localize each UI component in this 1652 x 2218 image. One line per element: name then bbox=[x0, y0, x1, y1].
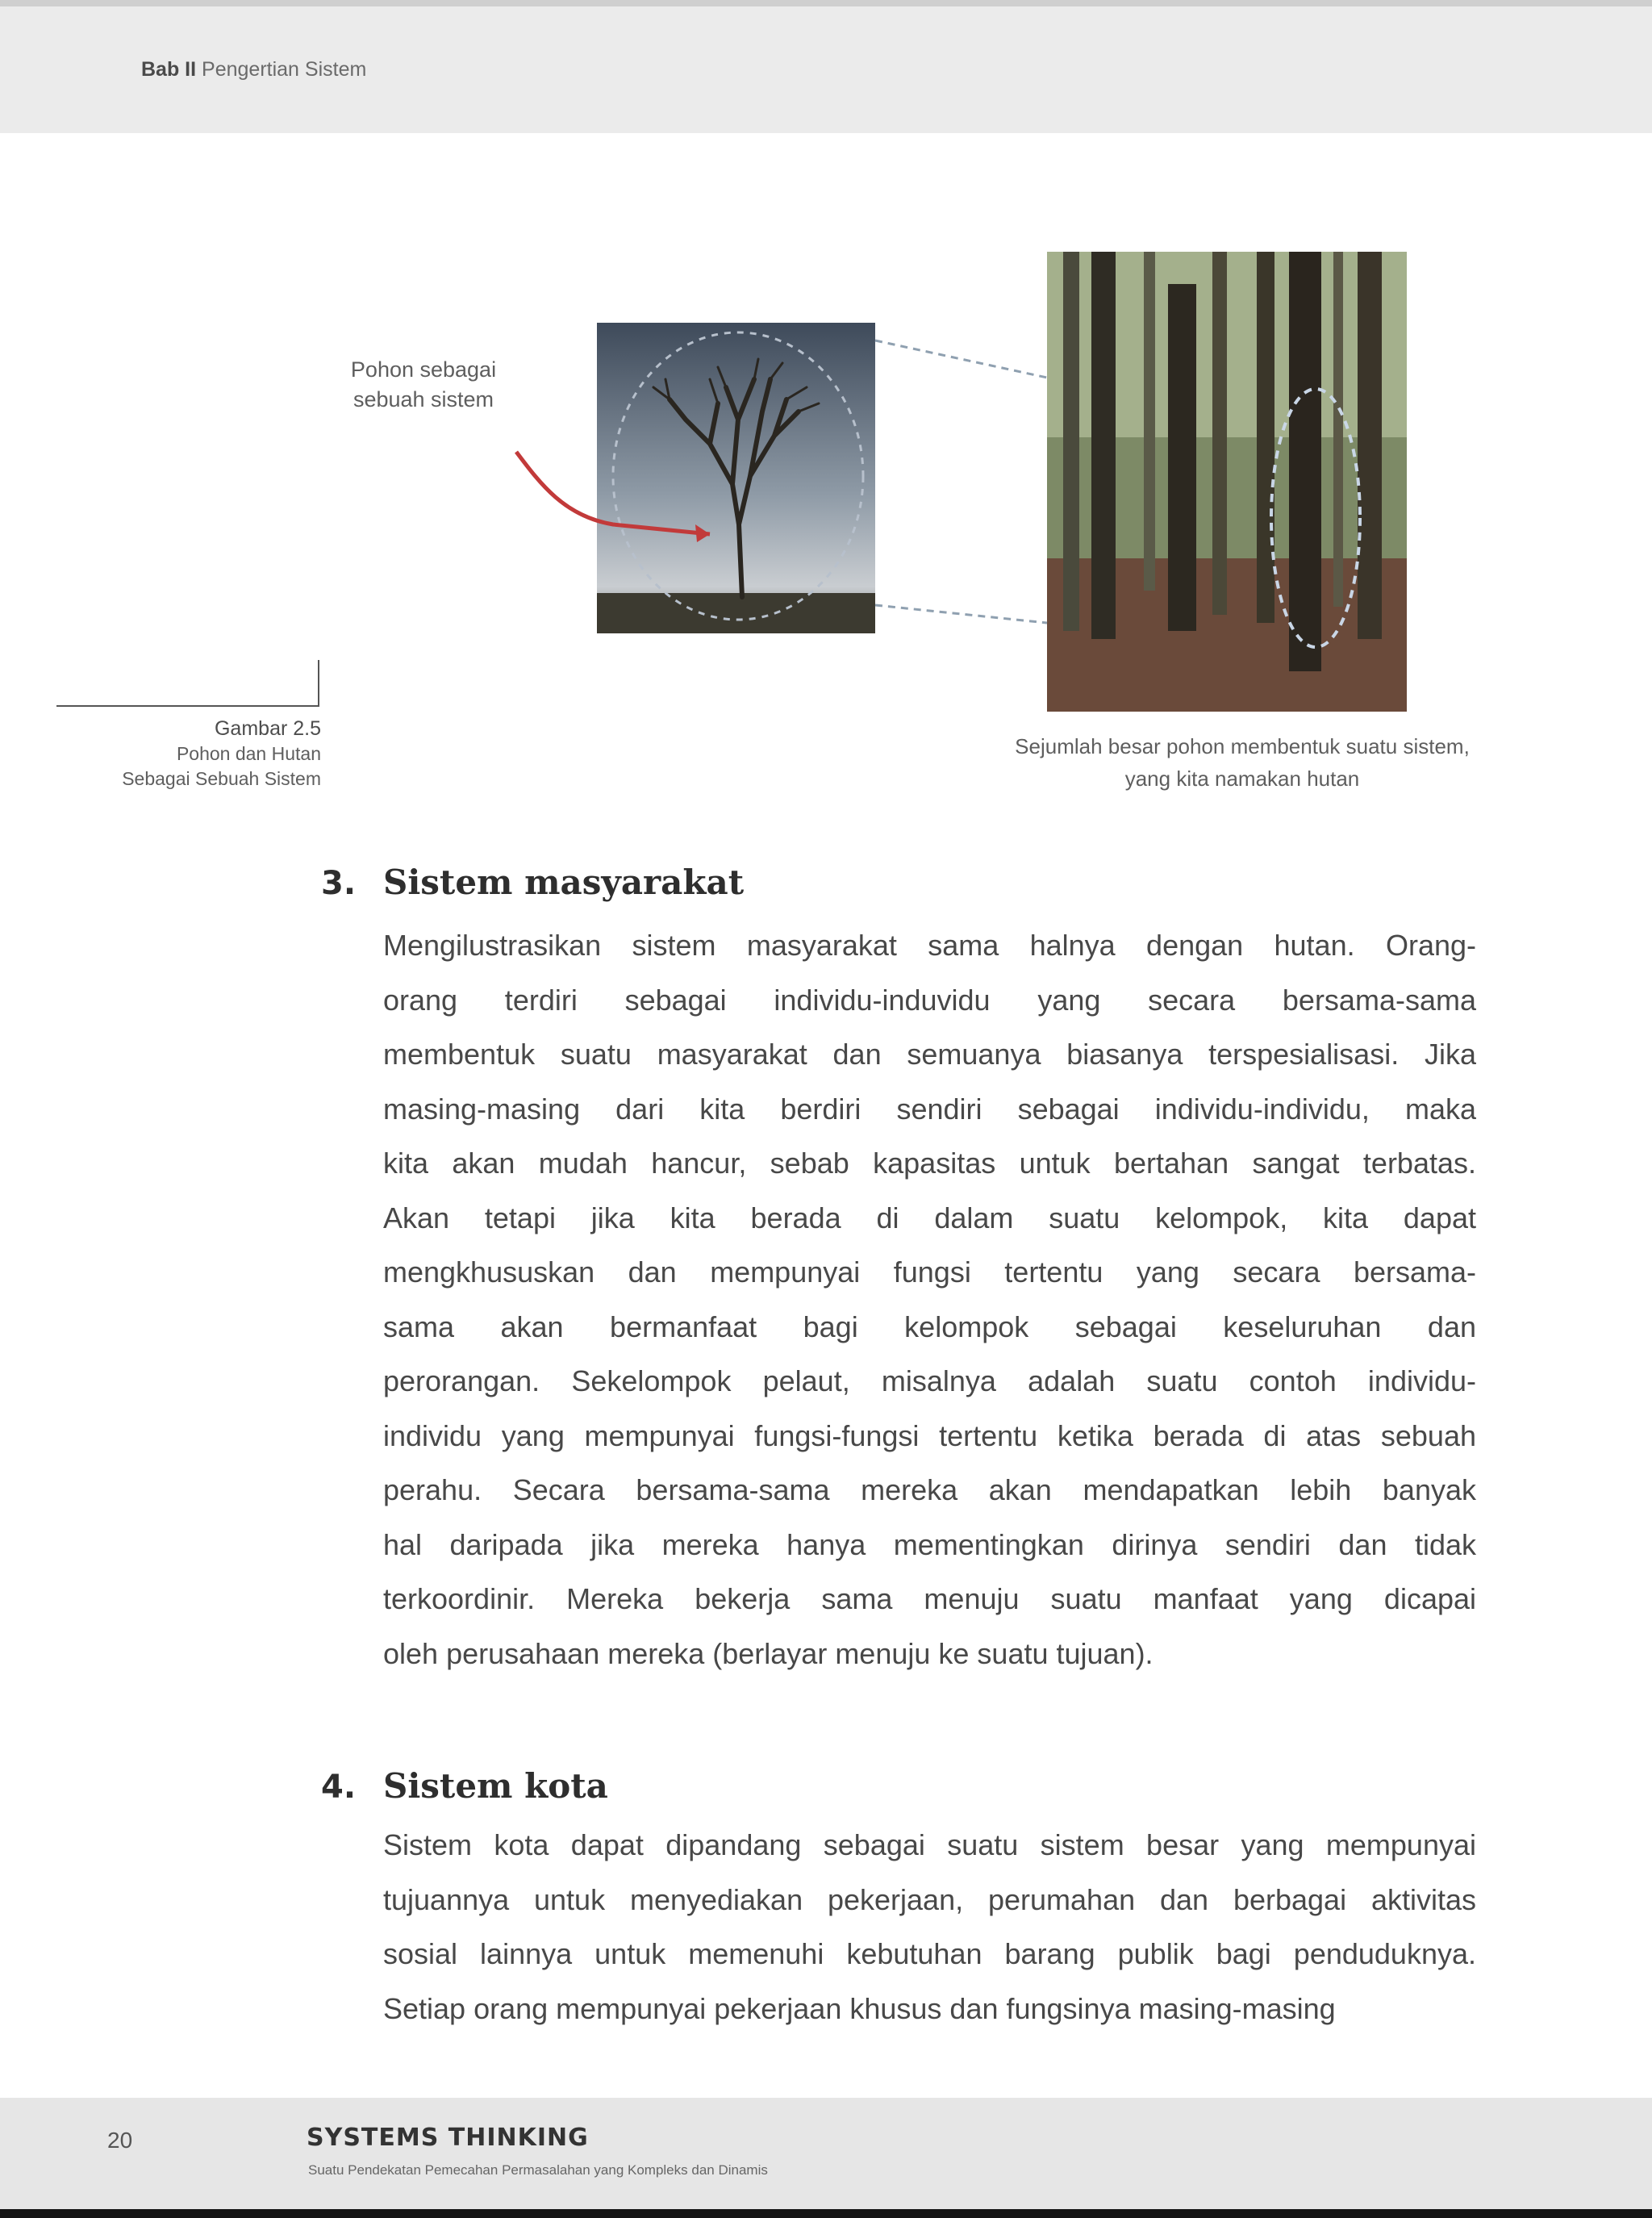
dashed-link-bottom bbox=[875, 605, 1047, 623]
paragraph-line: orang terdiri sebagai individu-induvidu yang secara bersama-sama bbox=[383, 983, 1476, 1017]
paragraph-line: sama akan bermanfaat bagi kelompok sebagai keseluruhan dan bbox=[383, 1309, 1476, 1343]
paragraph-line: terkoordinir. Mereka bekerja sama menuju suatu manfaat yang dicapai bbox=[383, 1582, 1476, 1615]
dashed-link-top bbox=[875, 340, 1047, 378]
paragraph-line: sosial lainnya untuk memenuhi kebutuhan barang publik bagi penduduknya. bbox=[383, 1937, 1476, 1970]
scan-edge-bottom bbox=[0, 2209, 1652, 2218]
paragraph-line: masing-masing dari kita berdiri sendiri sebagai individu-individu, maka bbox=[383, 1092, 1476, 1126]
caption-rule-horizontal bbox=[56, 705, 319, 707]
forest-caption-line2: yang kita namakan hutan bbox=[1124, 766, 1360, 791]
paragraph-line: membentuk suatu masyarakat dan semuanya biasanya terspesialisasi. Jika bbox=[383, 1038, 1476, 1071]
section-3-number: 3. bbox=[321, 865, 357, 902]
paragraph-line: mengkhususkan dan mempunyai fungsi tertentu yang secara bersama- bbox=[383, 1255, 1476, 1289]
paragraph-line: individu yang mempunyai fungsi-fungsi tertentu ketika berada di atas sebuah bbox=[383, 1418, 1476, 1452]
forest-photo bbox=[1047, 252, 1407, 712]
tree-label: Pohon sebagai sebuah sistem bbox=[350, 357, 497, 411]
section-4-paragraph bbox=[383, 1818, 1476, 2036]
paragraph-line: perahu. Secara bersama-sama mereka akan mendapatkan lebih banyak bbox=[383, 1473, 1476, 1506]
figure-caption bbox=[48, 716, 321, 792]
chapter-title: Pengertian Sistem bbox=[202, 58, 367, 81]
section-4-title: Sistem kota bbox=[383, 1766, 608, 1806]
figure-caption-line1: Pohon dan Hutan bbox=[176, 743, 321, 764]
forest-caption bbox=[936, 730, 1549, 795]
paragraph-line: hal daripada jika mereka hanya mementingkan dirinya sendiri dan tidak bbox=[383, 1527, 1476, 1561]
paragraph-line: Akan tetapi jika kita berada di dalam suatu kelompok, kita dapat bbox=[383, 1201, 1476, 1234]
paragraph-line: tujuannya untuk menyediakan pekerjaan, perumahan dan berbagai aktivitas bbox=[383, 1882, 1476, 1916]
scan-edge-top bbox=[0, 0, 1652, 6]
forest-caption-line1: Sejumlah besar pohon membentuk suatu sistem, bbox=[1015, 734, 1470, 758]
running-header bbox=[141, 58, 366, 81]
figure-caption-line2: Sebagai Sebuah Sistem bbox=[122, 768, 321, 789]
book-title: SYSTEMS THINKING bbox=[307, 2124, 589, 2152]
paragraph-line: Mengilustrasikan sistem masyarakat sama halnya dengan hutan. Orang- bbox=[383, 929, 1476, 962]
paragraph-line: perorangan. Sekelompok pelaut, misalnya adalah suatu contoh individu- bbox=[383, 1364, 1476, 1397]
paragraph-line: Sistem kota dapat dipandang sebagai suatu sistem besar yang mempunyai bbox=[383, 1828, 1476, 1861]
section-3-title: Sistem masyarakat bbox=[383, 863, 745, 902]
paragraph-line: oleh perusahaan mereka (berlayar menuju ke suatu tujuan). bbox=[383, 1636, 1153, 1670]
section-4-number: 4. bbox=[321, 1769, 357, 1806]
tree-photo bbox=[597, 323, 875, 633]
paragraph-line: kita akan mudah hancur, sebab kapasitas untuk bertahan sangat terbatas. bbox=[383, 1147, 1476, 1180]
footer-band bbox=[0, 2098, 1652, 2218]
page-number: 20 bbox=[107, 2128, 133, 2153]
chapter-number: Bab II bbox=[141, 58, 197, 81]
figure-number: Gambar 2.5 bbox=[214, 717, 321, 740]
paragraph-line: Setiap orang mempunyai pekerjaan khusus dan fungsinya masing-masing bbox=[383, 1991, 1336, 2025]
section-3-paragraph bbox=[383, 918, 1476, 1681]
caption-rule-vertical bbox=[318, 660, 319, 707]
book-subtitle: Suatu Pendekatan Pemecahan Permasalahan yang Kompleks dan Dinamis bbox=[308, 2162, 768, 2178]
